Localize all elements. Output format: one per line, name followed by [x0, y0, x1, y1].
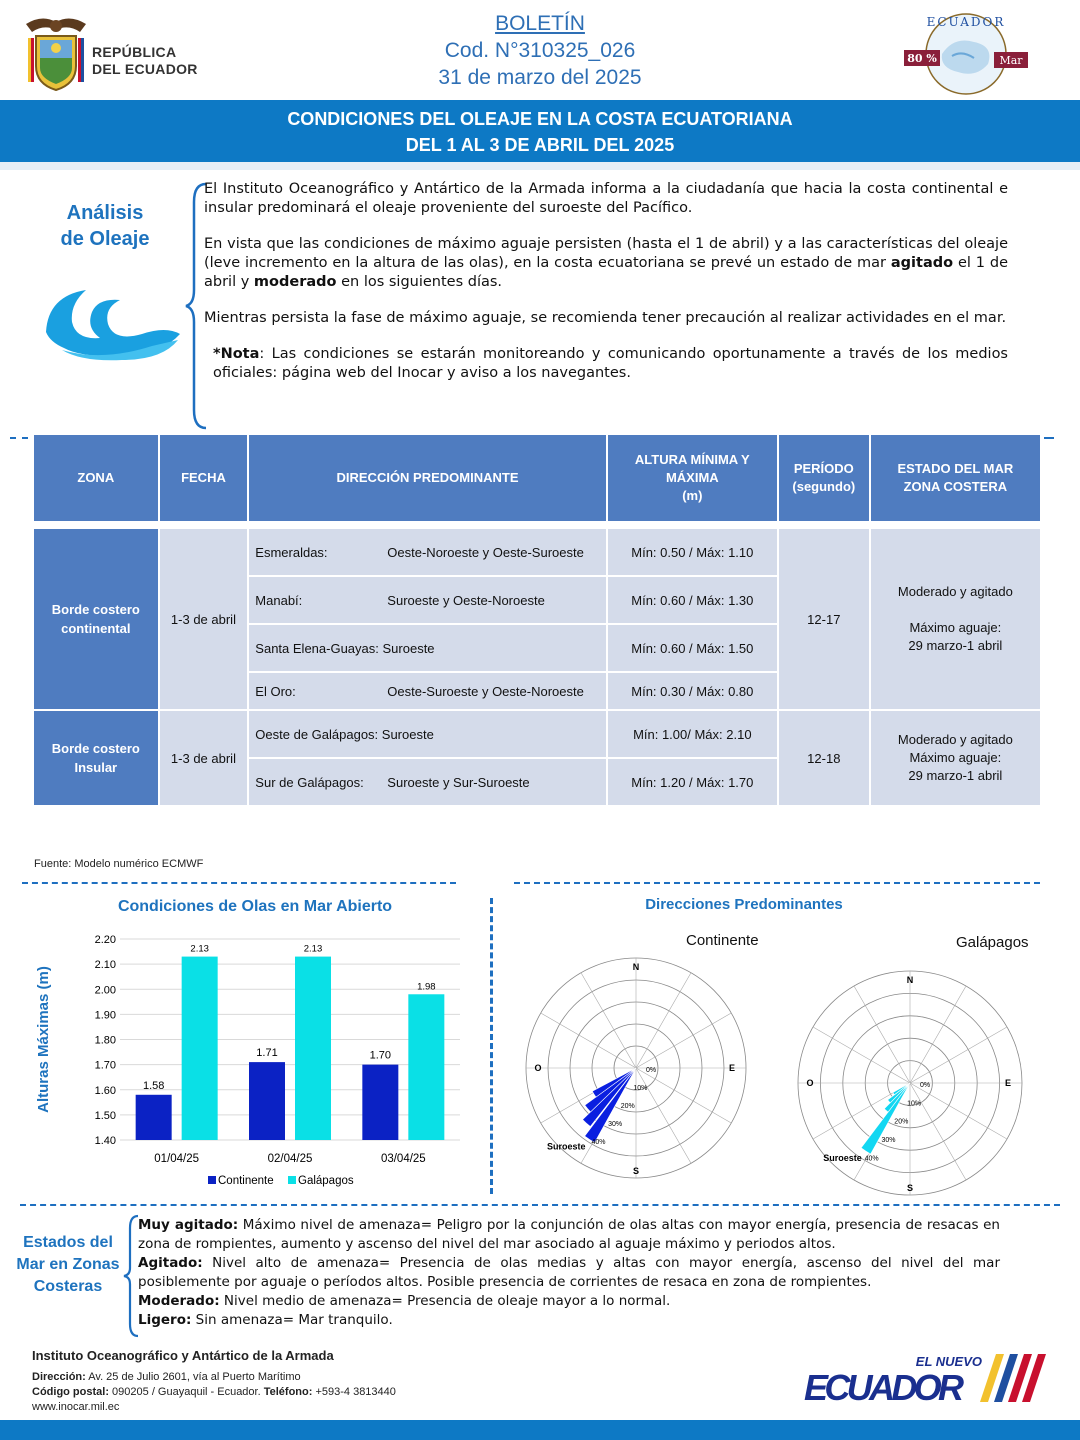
rose-spoke [910, 1027, 1007, 1083]
bar-galápagos [408, 994, 444, 1140]
ecuador-80-mar-seal-icon [902, 6, 1030, 98]
direccion-cell [249, 759, 605, 805]
direction-value: Suroeste y Sur-Suroeste [387, 774, 530, 790]
y-tick-label: 2.00 [94, 984, 116, 997]
rose-sector [583, 1068, 636, 1127]
seal-top-text: ECUADOR [926, 15, 1006, 29]
p2-bold-moderado: moderado [253, 274, 337, 290]
place-name: Santa Elena-Guayas: [255, 640, 379, 656]
altura-cell: Mín: 0.60 / Máx: 1.30 [608, 577, 777, 623]
bar-data-label: 1.70 [369, 1049, 392, 1062]
footer-postal [32, 1385, 396, 1400]
bar-data-label: 2.13 [190, 943, 209, 955]
state-desc: Sin amenaza= Mar tranquilo. [191, 1312, 393, 1328]
logo-small-text: EL NUEVO [915, 1354, 982, 1369]
bar-data-label: 1.98 [417, 981, 436, 993]
header-direccion: DIRECCIÓN PREDOMINANTE [249, 435, 605, 521]
state-label: Muy agitado: [138, 1217, 239, 1233]
rose-dir-n: N [906, 975, 914, 985]
note-text: : Las condiciones se estarán monitoreando y comunicando oportunamente a través de los medios oficiales: página web del Inocar y aviso a los navegantes. [213, 346, 1008, 381]
dashed-divider-chart-right [514, 882, 1040, 884]
rose-dominant-label: Suroeste [547, 1141, 586, 1152]
bar-galápagos [295, 957, 331, 1140]
bar-data-label: 1.71 [256, 1047, 278, 1060]
direccion-cell [249, 625, 605, 671]
rose-dir-o: O [534, 1063, 542, 1073]
place-name: Oeste de Galápagos: [255, 726, 379, 742]
place-name: Sur de Galápagos: [255, 774, 364, 790]
altura-cell: Mín: 1.00/ Máx: 2.10 [608, 711, 777, 757]
direction-value: Oeste-Suroeste y Oeste-Noroeste [387, 683, 584, 699]
rose-ring-label: 10% [907, 1100, 922, 1108]
y-tick-label: 1.90 [94, 1009, 116, 1022]
rose-galapagos-label: Galápagos [956, 934, 1029, 951]
state-desc: Nivel alto de amenaza= Presencia de olas medias y altas con mayor energía, ascenso del nivel del mar posiblemente por aguaje o períodos altos. Posible presencia de corrientes de resaca en zona de rompientes. [138, 1255, 1000, 1290]
legend-swatch [288, 1176, 296, 1184]
bar-data-label: 2.13 [303, 943, 323, 955]
header-zona: ZONA [34, 435, 158, 521]
rose-ring-label: 20% [894, 1118, 909, 1126]
bulletin-date: 31 de marzo del 2025 [438, 66, 642, 89]
wave-icon [42, 282, 182, 362]
state-agitado [138, 1254, 1000, 1292]
altura-cell: Mín: 0.50 / Máx: 1.10 [608, 529, 777, 575]
states-title [12, 1232, 124, 1298]
wave-conditions-table [32, 433, 1042, 807]
altura-cell: Mín: 1.20 / Máx: 1.70 [608, 759, 777, 805]
rose-dir-e: E [1004, 1078, 1012, 1088]
bulletin-label: BOLETÍN [495, 12, 585, 35]
banner-divider [0, 162, 1080, 170]
rose-spoke [910, 986, 966, 1083]
p2-bold-agitado: agitado [890, 255, 954, 271]
header-altura-l3: (m) [682, 488, 703, 503]
wind-rose-1 [798, 971, 1022, 1195]
rose-spoke [813, 1027, 910, 1083]
place-name: Esmeraldas: [255, 544, 328, 560]
footer-bar [0, 1420, 1080, 1440]
bar-continente [136, 1095, 172, 1140]
rose-ring-label: 40% [591, 1139, 606, 1147]
analysis-paragraph-3: Mientras persista la fase de máximo aguaje, se recomienda tener precaución al realizar actividades en el mar. [204, 310, 1007, 326]
note-label: *Nota [213, 346, 260, 362]
analysis-title-line-1: Análisis [66, 202, 144, 224]
zona-insular [34, 711, 158, 805]
rose-dir-s: S [906, 1183, 914, 1193]
y-tick-label: 2.10 [94, 959, 116, 972]
source-note: Fuente: Modelo numérico ECMWF [34, 858, 204, 870]
y-tick-label: 1.40 [94, 1135, 116, 1147]
rose-dir-s: S [632, 1166, 640, 1176]
direction-value: Oeste-Noroeste y Oeste-Suroeste [387, 544, 584, 560]
x-tick-label: 01/04/25 [154, 1153, 200, 1165]
states-title-l2: Mar en Zonas [16, 1256, 120, 1273]
el-nuevo-ecuador-logo-icon [800, 1348, 1050, 1408]
state-label: Moderado: [138, 1293, 220, 1309]
state-desc: Máximo nivel de amenaza= Peligro por la conjunción de olas altas con mayor energía, presencia de resacas en zona de rompientes, aumento y ascenso del nivel del mar asociado al aguaje máximo y periodos altos. [138, 1217, 1000, 1252]
direction-value: Suroeste [381, 726, 434, 742]
dashed-divider-right [1044, 437, 1054, 439]
phone-label: Teléfono: [263, 1386, 313, 1398]
postal-value: 090205 / Guayaquil - Ecuador. [109, 1386, 264, 1398]
direccion-cell [249, 577, 605, 623]
rose-ring-label: 40% [864, 1155, 879, 1163]
state-ligero [138, 1311, 1000, 1330]
address-label: Dirección: [32, 1371, 86, 1383]
altura-cell: Mín: 0.60 / Máx: 1.50 [608, 625, 777, 671]
table-row [34, 711, 1040, 757]
footer-web[interactable]: www.inocar.mil.ec [32, 1401, 120, 1413]
x-tick-label: 02/04/25 [267, 1153, 313, 1165]
direccion-cell [249, 673, 605, 709]
state-moderado [138, 1292, 1000, 1311]
states-title-l3: Costeras [33, 1278, 103, 1295]
zona-continental-l2: continental [61, 621, 131, 636]
header-estado [871, 435, 1040, 521]
rose-ring-label: 30% [608, 1121, 623, 1129]
rose-spoke [581, 973, 636, 1068]
analysis-text [204, 180, 1008, 400]
seal-left-text: 80 % [907, 52, 937, 65]
country-line-2: DEL ECUADOR [92, 61, 198, 77]
seal-right-text: Mar [999, 54, 1023, 67]
fecha-continental: 1-3 de abril [160, 529, 248, 709]
states-text [138, 1216, 1000, 1330]
estado-insular [871, 711, 1040, 805]
table-row [34, 529, 1040, 575]
estado-continental-l3: 29 marzo-1 abril [908, 638, 1003, 653]
state-desc: Nivel medio de amenaza= Presencia de oleaje mayor a lo normal. [219, 1293, 671, 1309]
p2-text-a: En vista que las condiciones de máximo aguaje persisten (hasta el 1 de abril) y a las características del oleaje (leve incremento en la altura de las olas), en la costa ecuatoriana se prevé un estado de mar [204, 236, 1008, 271]
banner-line-2: DEL 1 AL 3 DE ABRIL DEL 2025 [405, 135, 675, 155]
periodo-insular: 12-18 [779, 711, 869, 805]
header-altura-l2: MÁXIMA [665, 470, 719, 485]
place-name: Manabí: [255, 592, 303, 608]
header-altura-l1: ALTURA MÍNIMA Y [634, 452, 750, 467]
analysis-paragraph-1: El Instituto Oceanográfico y Antártico de la Armada informa a la ciudadanía que hacia la costa continental e insular predominará el oleaje proveniente del suroeste del Pacífico. [204, 181, 1008, 216]
rose-ring-label: 10% [633, 1085, 648, 1093]
rose-continente-label: Continente [686, 932, 759, 949]
analysis-note [204, 345, 1008, 383]
rose-spoke [541, 1013, 636, 1068]
fecha-insular: 1-3 de abril [160, 711, 248, 805]
state-label: Agitado: [138, 1255, 203, 1271]
analysis-title [40, 200, 170, 252]
phone-value: +593-4 3813440 [312, 1386, 396, 1398]
table-header-row [34, 435, 1040, 521]
rose-spoke [910, 1083, 966, 1180]
p2-text-c: el 1 de abril y [204, 255, 1008, 290]
rose-dir-n: N [632, 962, 640, 972]
header-estado-l1: ESTADO DEL MAR [897, 461, 1014, 476]
dashed-divider-states [20, 1204, 1060, 1206]
legend-label: Continente [218, 1175, 274, 1187]
analysis-title-line-2: de Oleaje [60, 228, 150, 250]
legend-swatch [208, 1176, 216, 1184]
zona-continental [34, 529, 158, 709]
zona-insular-l2: Insular [74, 760, 118, 775]
footer-institution: Instituto Oceanográfico y Antártico de la Armada [32, 1348, 334, 1363]
periodo-continental: 12-17 [779, 529, 869, 709]
bulletin-code: Cod. N°310325_026 [444, 39, 636, 62]
y-tick-label: 1.80 [94, 1034, 116, 1047]
rose-spoke [636, 1013, 731, 1068]
direction-value: Suroeste [382, 640, 435, 656]
analysis-paragraph-2 [204, 235, 1008, 292]
bar-chart [20, 920, 480, 1192]
rose-spoke [910, 1083, 1007, 1139]
bar-chart-title: Condiciones de Olas en Mar Abierto [117, 898, 393, 915]
bar-continente [362, 1065, 398, 1140]
y-tick-label: 2.20 [94, 934, 116, 946]
legend-label: Galápagos [298, 1175, 354, 1187]
states-title-l1: Estados del [23, 1234, 113, 1251]
rose-spoke [636, 1068, 691, 1163]
direccion-cell [249, 711, 605, 757]
dashed-divider-vertical [490, 898, 493, 1194]
footer-address [32, 1370, 396, 1385]
title-banner [0, 100, 1080, 162]
rose-spoke [854, 986, 910, 1083]
zona-insular-l1: Borde costero [51, 741, 140, 756]
estado-continental-l1: Moderado y agitado [897, 584, 1013, 599]
rose-chart-title: Direcciones Predominantes [645, 896, 843, 913]
y-tick-label: 1.50 [94, 1109, 116, 1122]
header-estado-l2: ZONA COSTERA [903, 479, 1008, 494]
rose-ring-label: 0% [646, 1067, 657, 1074]
altura-cell: Mín: 0.30 / Máx: 0.80 [608, 673, 777, 709]
header-periodo-l1: PERÍODO [793, 461, 854, 476]
rose-spoke [636, 973, 691, 1068]
place-name: El Oro: [255, 683, 296, 699]
logo-big-text: ECUADOR [804, 1367, 964, 1408]
direction-value: Suroeste y Oeste-Noroeste [387, 592, 545, 608]
bar-data-label: 1.58 [142, 1079, 165, 1092]
wind-rose-0 [526, 958, 746, 1178]
header-periodo [779, 435, 869, 521]
rose-spoke [636, 1068, 731, 1123]
direccion-cell [249, 529, 605, 575]
address-value: Av. 25 de Julio 2601, vía al Puerto Marítimo [85, 1371, 301, 1383]
header-fecha: FECHA [160, 435, 248, 521]
dashed-divider-chart-left [22, 882, 456, 884]
x-tick-label: 03/04/25 [380, 1153, 426, 1165]
rose-ring-label: 0% [920, 1082, 931, 1089]
estado-insular-l3: 29 marzo-1 abril [908, 768, 1003, 783]
estado-continental-l2: Máximo aguaje: [909, 620, 1002, 635]
table-gap [34, 523, 1040, 527]
dashed-divider-left [10, 437, 28, 439]
footer-contact [32, 1370, 396, 1415]
banner-line-1: CONDICIONES DEL OLEAJE EN LA COSTA ECUATORIANA [287, 109, 793, 129]
rose-dir-o: O [806, 1078, 814, 1088]
bar-continente [249, 1062, 285, 1140]
zona-continental-l1: Borde costero [51, 602, 140, 617]
header-periodo-l2: (segundo) [792, 479, 856, 494]
rose-ring-label: 30% [881, 1137, 896, 1145]
p2-text-e: en los siguientes días. [336, 274, 503, 290]
estado-insular-l1: Moderado y agitado [897, 732, 1013, 747]
y-tick-label: 1.60 [94, 1084, 116, 1097]
bar-galápagos [182, 957, 218, 1140]
country-line-1: REPÚBLICA [92, 44, 177, 60]
estado-continental [871, 529, 1040, 709]
bulletin-header [0, 0, 1080, 100]
state-muy-agitado [138, 1216, 1000, 1254]
header-altura [608, 435, 777, 521]
rose-dominant-label: Suroeste [823, 1153, 862, 1164]
state-label: Ligero: [138, 1312, 192, 1328]
y-tick-label: 1.70 [94, 1059, 116, 1072]
postal-label: Código postal: [32, 1386, 109, 1398]
estado-insular-l2: Máximo aguaje: [909, 750, 1002, 765]
rose-ring-label: 20% [620, 1103, 635, 1111]
y-axis-label: Alturas Máximas (m) [35, 966, 52, 1113]
rose-dir-e: E [728, 1063, 736, 1073]
wind-rose-charts [500, 944, 1060, 1200]
